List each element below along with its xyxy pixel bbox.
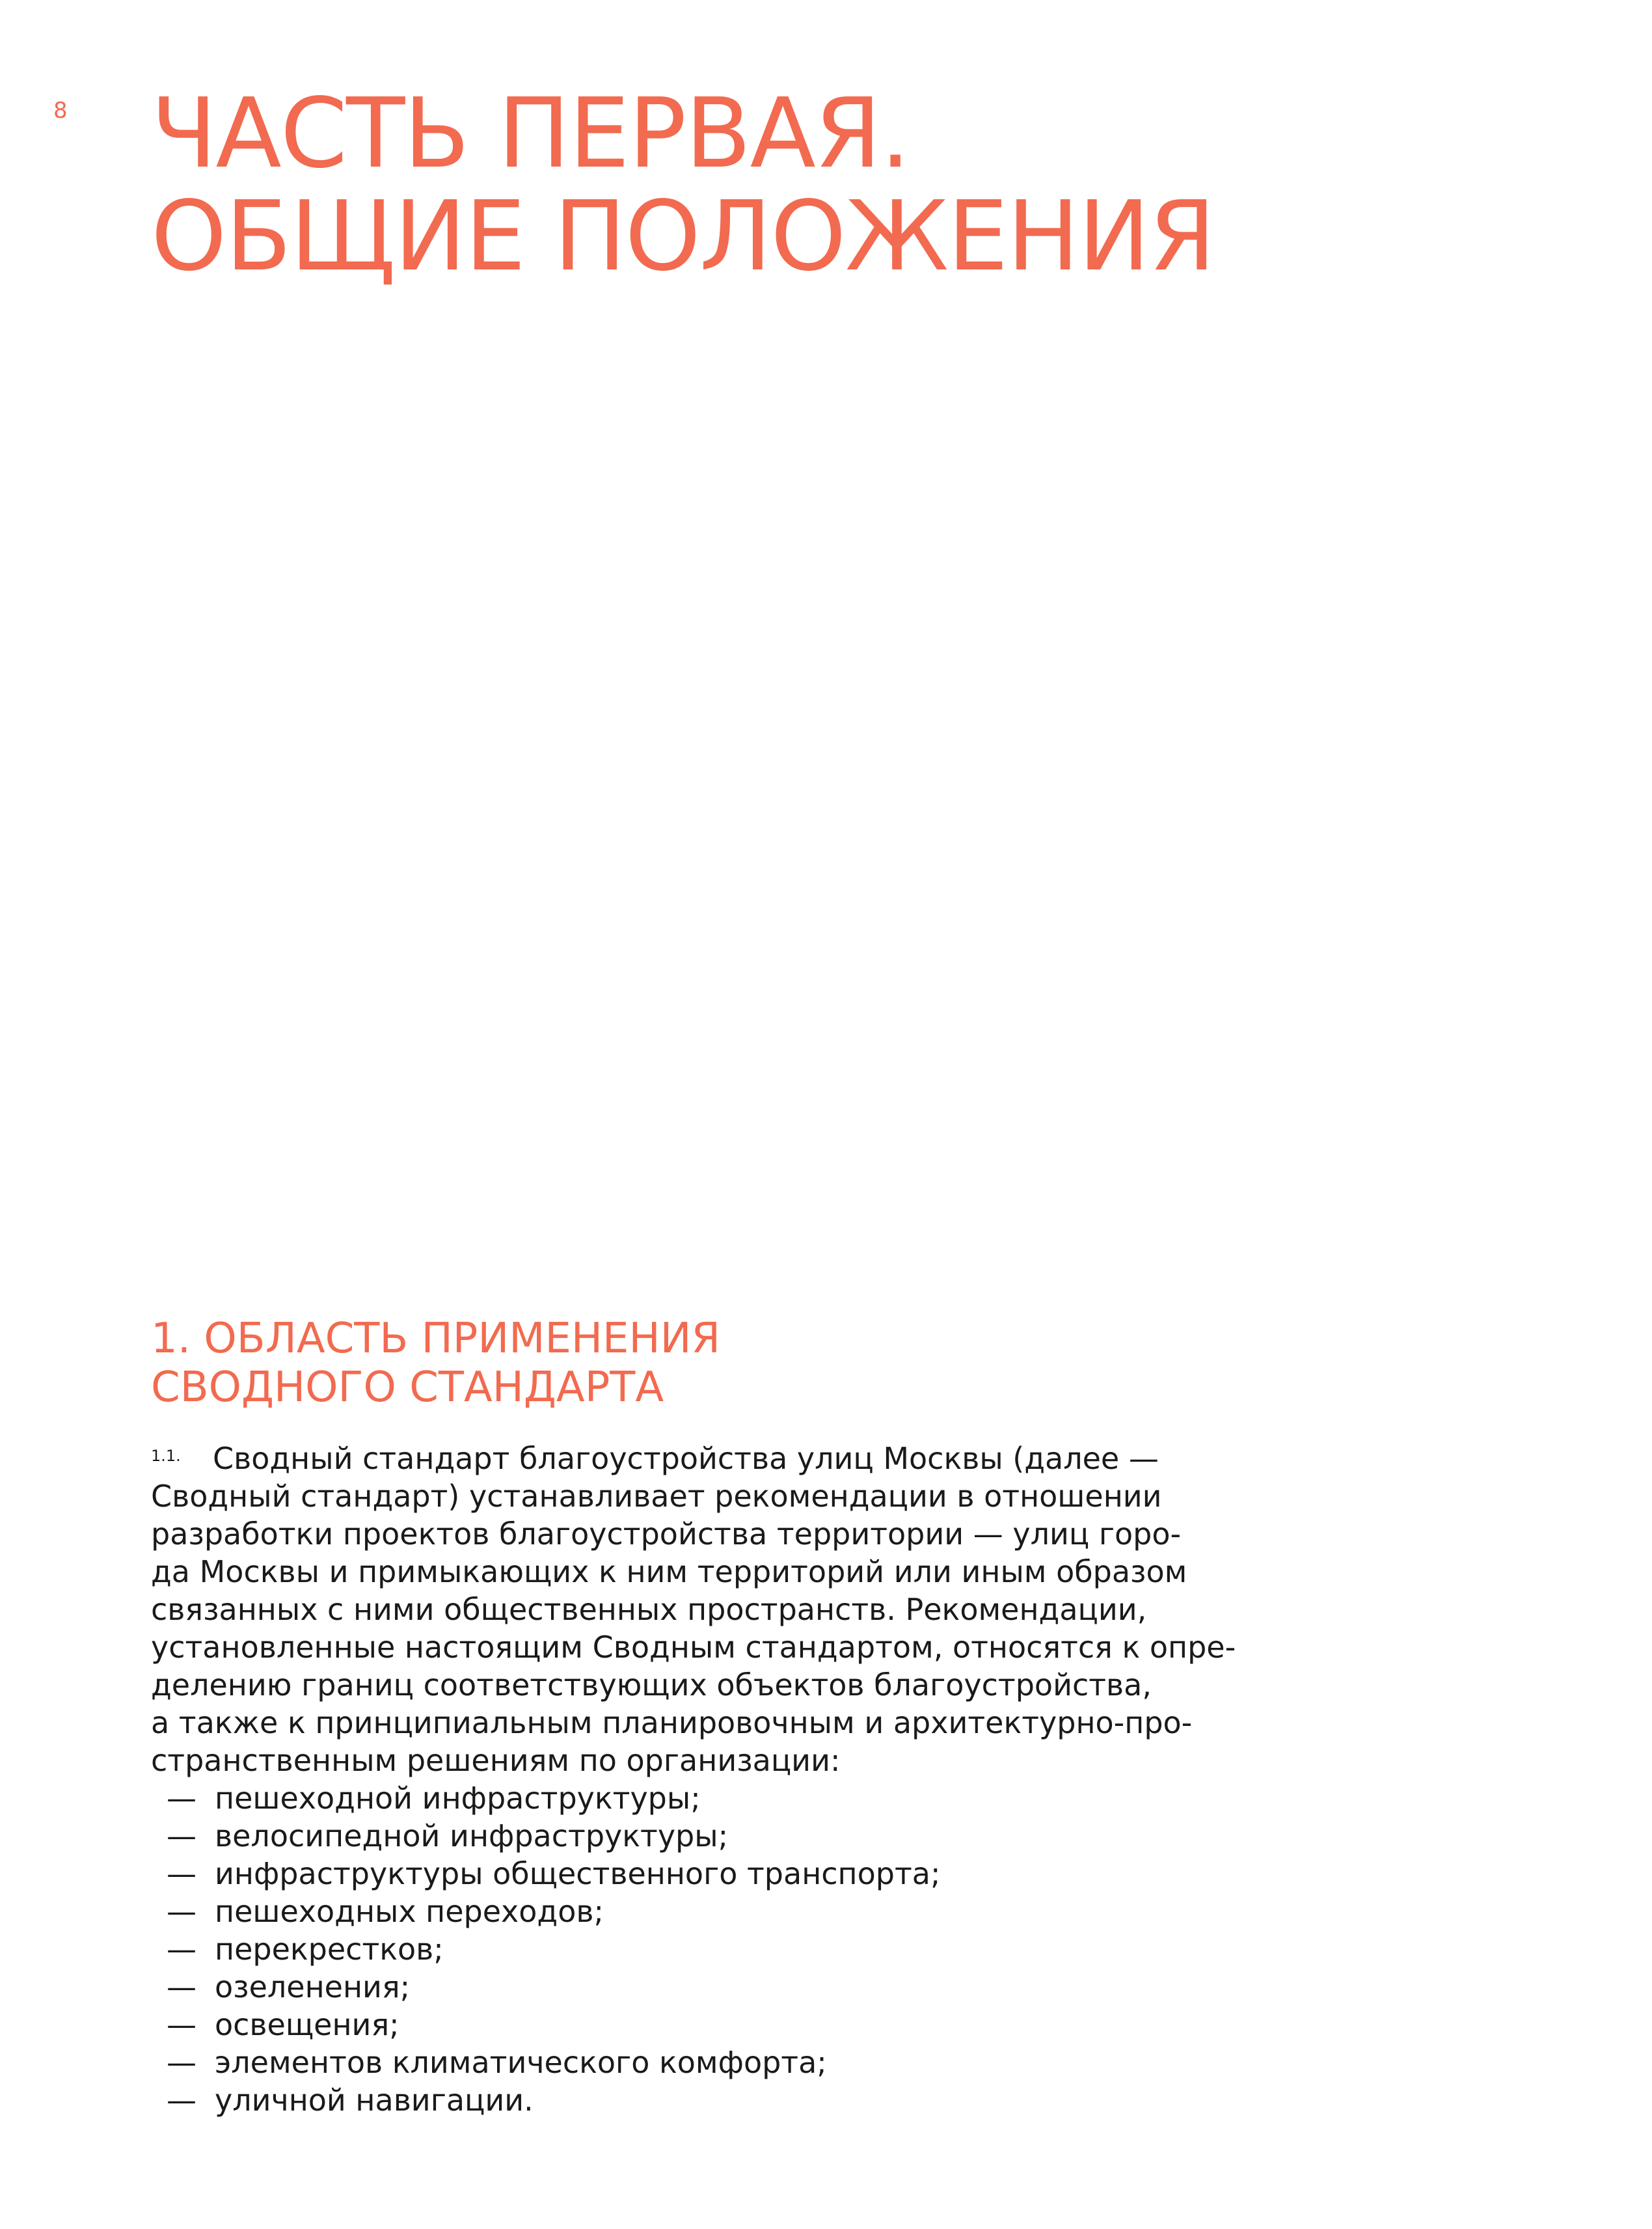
list-item-text: освещения; bbox=[215, 2006, 399, 2042]
list-item bbox=[151, 1968, 1166, 2006]
dash-icon: — bbox=[167, 2006, 196, 2042]
list-item-text: перекрестков; bbox=[215, 1931, 444, 1967]
list-item-text: пешеходной инфраструктуры; bbox=[215, 1780, 701, 1816]
dash-icon: — bbox=[167, 2044, 196, 2080]
list-item bbox=[151, 1930, 1166, 1968]
part-title-line-2: ОБЩИЕ ПОЛОЖЕНИЯ bbox=[151, 180, 1215, 293]
list-item bbox=[151, 1893, 1166, 1930]
list-item-text: озеленения; bbox=[215, 1969, 411, 2004]
list-item bbox=[151, 2006, 1166, 2044]
list-item-text: уличной навигации. bbox=[215, 2082, 534, 2118]
dash-icon: — bbox=[167, 1931, 196, 1967]
dash-icon: — bbox=[167, 1893, 196, 1929]
item-number: 1.1. bbox=[151, 1446, 181, 1465]
part-title-line-1: ЧАСТЬ ПЕРВАЯ. bbox=[151, 77, 910, 189]
paragraph-line: связанных с ними общественных пространств. Рекомендации, bbox=[151, 1591, 1147, 1627]
list-item bbox=[151, 2081, 1166, 2119]
list-item bbox=[151, 2044, 1166, 2081]
list-item-text: пешеходных переходов; bbox=[215, 1893, 604, 1929]
part-title bbox=[151, 77, 1215, 293]
section-heading bbox=[151, 1315, 1166, 1412]
dash-icon: — bbox=[167, 1855, 196, 1891]
dash-icon: — bbox=[167, 1780, 196, 1816]
paragraph-line: установленные настоящим Сводным стандартом, относятся к опре- bbox=[151, 1629, 1236, 1665]
dash-icon: — bbox=[167, 1818, 196, 1853]
list-item-text: инфраструктуры общественного транспорта; bbox=[215, 1855, 941, 1891]
paragraph-line: странственным решениям по организации: bbox=[151, 1742, 841, 1778]
list-item-text: элементов климатического комфорта; bbox=[215, 2044, 827, 2080]
paragraph-line: да Москвы и примыкающих к ним территорий или иным образом bbox=[151, 1553, 1187, 1589]
paragraph-line: а также к принципиальным планировочным и архитектурно-про- bbox=[151, 1704, 1193, 1740]
list-item bbox=[151, 1779, 1166, 1817]
section-heading-line-2: СВОДНОГО СТАНДАРТА bbox=[151, 1363, 664, 1412]
bullet-list bbox=[151, 1779, 1166, 2119]
page-number: 8 bbox=[53, 98, 68, 124]
paragraph-line: разработки проектов благоустройства территории — улиц горо- bbox=[151, 1516, 1182, 1552]
dash-icon: — bbox=[167, 1969, 196, 2004]
list-item bbox=[151, 1817, 1166, 1855]
section-scope bbox=[151, 1315, 1236, 2119]
paragraph-line-text: Сводный стандарт благоустройства улиц Москвы (далее — bbox=[213, 1440, 1159, 1476]
section-heading-line-1: 1. ОБЛАСТЬ ПРИМЕНЕНИЯ bbox=[151, 1315, 720, 1363]
dash-icon: — bbox=[167, 2082, 196, 2118]
list-item bbox=[151, 1855, 1166, 1893]
paragraph-line: делению границ соответствующих объектов благоустройства, bbox=[151, 1667, 1152, 1703]
section-body bbox=[151, 1440, 1236, 2119]
list-item-text: велосипедной инфраструктуры; bbox=[215, 1818, 729, 1853]
paragraph-line: Сводный стандарт) устанавливает рекомендации в отношении bbox=[151, 1478, 1162, 1514]
paragraph-line bbox=[151, 1440, 1166, 1477]
